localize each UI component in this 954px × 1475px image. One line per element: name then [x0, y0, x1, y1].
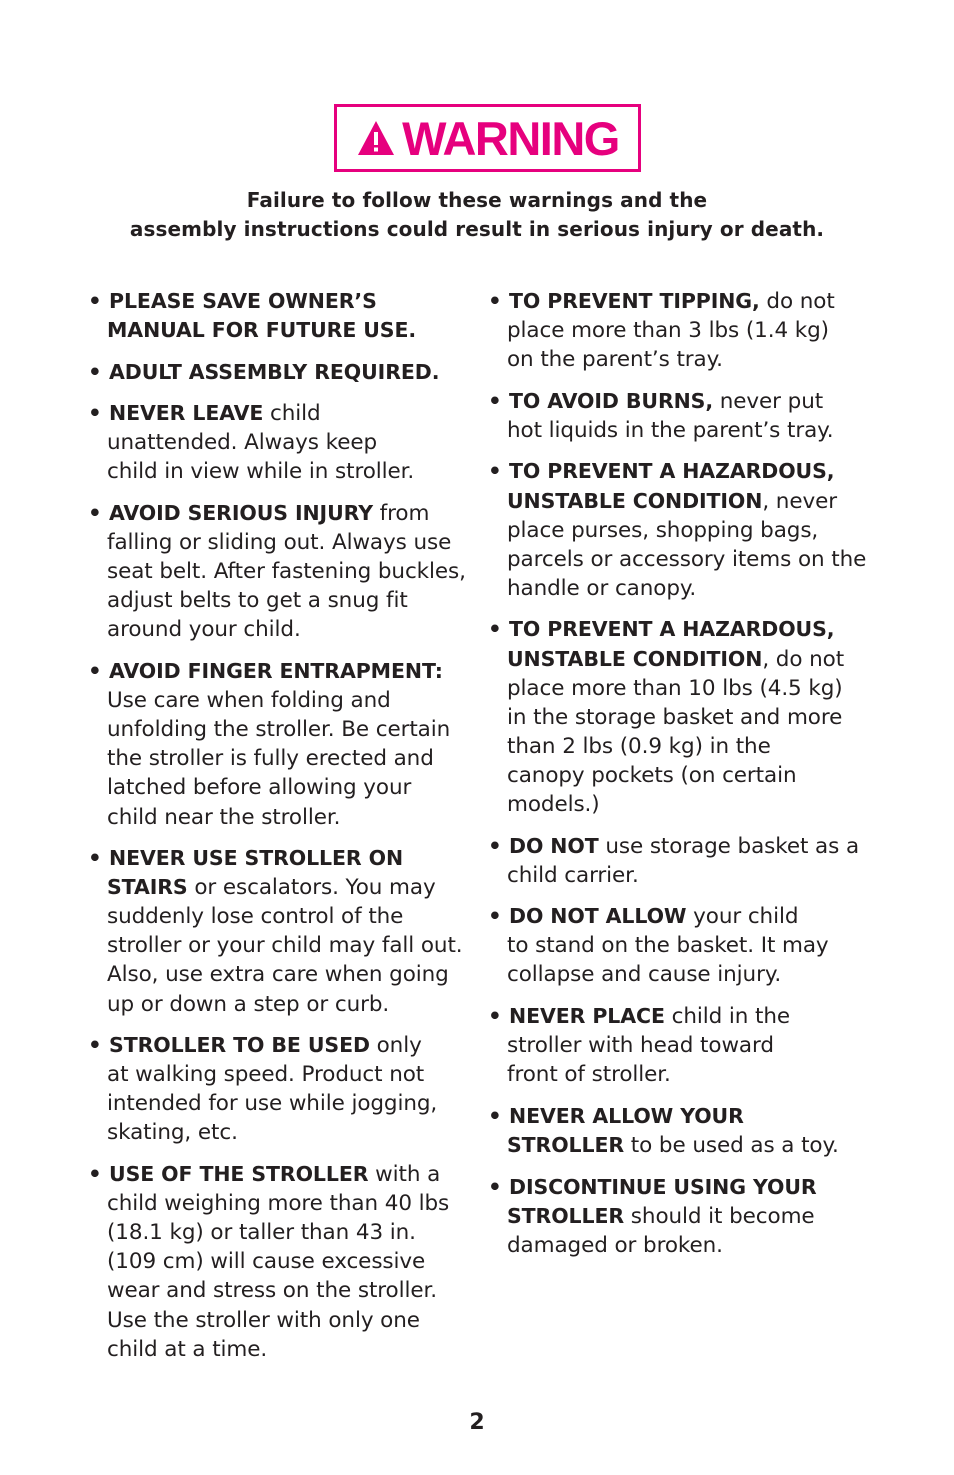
warning-text: place more than 3 lbs (1.4 kg) [507, 318, 829, 344]
bullet-icon: • [88, 659, 110, 685]
warning-line [488, 761, 888, 790]
warning-line [88, 316, 478, 345]
warning-line [88, 1306, 478, 1335]
warning-emphasis: NEVER LEAVE [109, 401, 264, 426]
warning-text: place more than 10 lbs (4.5 kg) [507, 675, 843, 701]
warning-line [88, 844, 478, 873]
warning-emphasis: DISCONTINUE USING YOUR [509, 1174, 817, 1199]
warning-item [488, 902, 888, 989]
subtitle-line: Failure to follow these warnings and the [246, 188, 708, 212]
warning-line [88, 287, 478, 316]
warning-line [88, 657, 478, 686]
warning-line [488, 316, 888, 345]
warning-text: , never [762, 488, 837, 514]
warning-line [88, 358, 478, 387]
warning-emphasis: STROLLER TO BE USED [109, 1033, 370, 1058]
warning-line [488, 674, 888, 703]
warning-emphasis: UNSTABLE CONDITION [507, 488, 763, 513]
warning-text: suddenly lose control of the [107, 904, 404, 930]
warning-text: to be used as a toy. [624, 1132, 839, 1158]
warning-text: on the parent’s tray. [507, 347, 723, 373]
warning-text: (18.1 kg) or taller than 43 in. [107, 1220, 416, 1246]
warning-line [488, 1202, 888, 1231]
warning-line [488, 1173, 888, 1202]
warning-line [488, 645, 888, 674]
warning-emphasis: MANUAL FOR FUTURE USE. [107, 318, 417, 343]
warning-text: child near the stroller. [107, 804, 341, 830]
warning-text: handle or canopy. [507, 575, 697, 601]
warning-line [88, 803, 478, 832]
warning-line [88, 1118, 478, 1147]
warning-line [488, 902, 888, 931]
warning-item [88, 844, 478, 1019]
warning-text: from [372, 501, 430, 527]
bullet-icon: • [488, 1004, 510, 1030]
warning-line [88, 528, 478, 557]
warning-line [488, 1131, 888, 1160]
bullet-icon: • [88, 359, 110, 385]
warning-line [88, 990, 478, 1019]
page-number: 2 [469, 1410, 485, 1435]
warning-line [488, 732, 888, 761]
subtitle-line: assembly instructions could result in serious injury or death. [129, 217, 825, 241]
warning-line [88, 586, 478, 615]
bullet-icon: • [88, 289, 110, 314]
warning-text: models.) [507, 792, 600, 817]
warning-emphasis: TO PREVENT A HAZARDOUS, [509, 617, 835, 642]
warning-item [488, 287, 888, 374]
warning-title: WARNING [402, 111, 619, 165]
warning-emphasis: DO NOT ALLOW [509, 904, 687, 929]
warning-line [488, 615, 888, 644]
warning-line [488, 832, 888, 861]
warning-line [88, 686, 478, 715]
warning-line [88, 1160, 478, 1189]
warning-emphasis: NEVER PLACE [509, 1004, 665, 1029]
warning-item [488, 1002, 888, 1089]
warning-line [488, 1002, 888, 1031]
warning-text: Also, use extra care when going [107, 962, 449, 988]
warning-text: parcels or accessory items on the [507, 546, 867, 572]
warning-text: unattended. Always keep [107, 430, 378, 456]
warning-line [488, 861, 888, 890]
warning-item [88, 657, 478, 832]
warning-text: your child [686, 904, 799, 930]
warning-line [88, 457, 478, 486]
warning-text: skating, etc. [107, 1120, 238, 1146]
warning-item [488, 832, 888, 890]
warning-line [88, 1189, 478, 1218]
warning-emphasis: NEVER ALLOW YOUR [509, 1103, 744, 1128]
warning-line [88, 615, 478, 644]
warning-text: do not [759, 289, 835, 314]
warning-emphasis: AVOID FINGER ENTRAPMENT: [109, 659, 443, 684]
warning-text: falling or sliding out. Always use [107, 530, 452, 556]
warning-line [88, 1276, 478, 1305]
warning-item [488, 615, 888, 819]
warning-text: around your child. [107, 617, 301, 643]
warning-text: never put [713, 388, 824, 414]
warning-item [488, 387, 888, 445]
warning-text: than 2 lbs (0.9 kg) in the [507, 733, 771, 759]
warning-emphasis: TO AVOID BURNS, [509, 388, 714, 413]
warning-text: adjust belts to get a snug fit [107, 588, 408, 614]
warning-text: or escalators. You may [187, 875, 436, 901]
warning-item [88, 1160, 478, 1364]
warning-text: place purses, shopping bags, [507, 517, 819, 543]
warning-text: at walking speed. Product not [107, 1062, 425, 1088]
warning-text: child in the [664, 1004, 791, 1030]
warning-text: , do not [762, 646, 845, 672]
warning-text: latched before allowing your [107, 775, 412, 801]
warning-line [488, 345, 888, 374]
warning-text: intended for use while jogging, [107, 1091, 438, 1117]
bullet-icon: • [488, 388, 510, 414]
bullet-icon: • [88, 501, 110, 527]
warning-item [88, 358, 478, 387]
warning-item [88, 399, 478, 486]
warning-emphasis: TO PREVENT A HAZARDOUS, [509, 459, 835, 484]
warning-text: child in view while in stroller. [107, 459, 415, 485]
warning-text: only [369, 1033, 422, 1059]
warning-line [488, 457, 888, 486]
warning-text: Use care when folding and [107, 688, 391, 714]
warning-item [488, 1173, 888, 1260]
warning-text: the stroller is fully erected and [107, 746, 434, 772]
warning-line [488, 287, 888, 316]
warning-line [488, 545, 888, 574]
warning-line [488, 703, 888, 732]
warning-line [488, 790, 888, 819]
bullet-icon: • [88, 1033, 110, 1059]
warning-line [88, 499, 478, 528]
warning-item [88, 287, 478, 345]
warning-emphasis: ADULT ASSEMBLY REQUIRED. [109, 359, 440, 384]
bullet-icon: • [488, 617, 510, 643]
warning-text: seat belt. After fastening buckles, [107, 559, 466, 585]
warning-banner [334, 104, 641, 172]
warning-line [88, 960, 478, 989]
warning-emphasis: STROLLER [507, 1203, 625, 1228]
warning-emphasis: DO NOT [509, 833, 599, 858]
warning-line [88, 873, 478, 902]
warning-emphasis: NEVER USE STROLLER ON [109, 846, 404, 871]
warning-line [88, 1335, 478, 1364]
warning-emphasis: STAIRS [107, 875, 188, 900]
warning-item [88, 1031, 478, 1147]
warning-text: stroller or your child may fall out. [107, 933, 463, 959]
bullet-icon: • [488, 904, 510, 930]
warning-line [88, 1031, 478, 1060]
warning-line [88, 1247, 478, 1276]
warning-item [488, 1102, 888, 1160]
bullet-icon: • [488, 1103, 510, 1129]
warning-line [88, 1060, 478, 1089]
warning-line [88, 1089, 478, 1118]
warning-text: Use the stroller with only one [107, 1307, 420, 1333]
warning-item [88, 499, 478, 644]
warning-subtitle [0, 186, 954, 244]
warning-line [88, 1218, 478, 1247]
warning-text: unfolding the stroller. Be certain [107, 717, 451, 743]
warning-line [488, 487, 888, 516]
warning-line [88, 931, 478, 960]
warning-text: use storage basket as a [598, 833, 860, 859]
warning-line [488, 1231, 888, 1260]
warning-line [88, 744, 478, 773]
warning-text: in the storage basket and more [507, 704, 843, 730]
bullet-icon: • [488, 459, 510, 485]
bullet-icon: • [88, 1162, 110, 1188]
bullet-icon: • [88, 401, 110, 427]
warning-text: (109 cm) will cause excessive [107, 1249, 426, 1275]
warning-text: damaged or broken. [507, 1232, 723, 1258]
warning-item [488, 457, 888, 602]
warning-line [488, 1031, 888, 1060]
bullet-icon: • [488, 289, 510, 314]
warnings-right-column [488, 287, 888, 1272]
warning-emphasis: AVOID SERIOUS INJURY [109, 501, 373, 526]
bullet-icon: • [88, 846, 110, 872]
warning-emphasis: STROLLER [507, 1132, 625, 1157]
warning-line [488, 387, 888, 416]
warning-emphasis: USE OF THE STROLLER [109, 1162, 369, 1187]
warning-text: canopy pockets (on certain [507, 762, 797, 788]
warning-line [488, 516, 888, 545]
warnings-left-column [88, 287, 478, 1376]
warning-emphasis: UNSTABLE CONDITION [507, 646, 763, 671]
warning-triangle-icon [356, 118, 396, 158]
warning-line [488, 1102, 888, 1131]
warning-text: collapse and cause injury. [507, 962, 782, 988]
warning-line [488, 416, 888, 445]
warning-text: hot liquids in the parent’s tray. [507, 417, 834, 443]
warning-line [88, 399, 478, 428]
warning-line [88, 902, 478, 931]
bullet-icon: • [488, 1174, 510, 1200]
warning-text: child [263, 401, 321, 427]
warning-line [88, 715, 478, 744]
warning-emphasis: TO PREVENT TIPPING, [509, 289, 760, 313]
warning-text: to stand on the basket. It may [507, 933, 829, 959]
warning-text: up or down a step or curb. [107, 991, 390, 1017]
warning-line [488, 931, 888, 960]
warning-text: child weighing more than 40 lbs [107, 1191, 450, 1217]
warning-emphasis: PLEASE SAVE OWNER’S [109, 289, 377, 313]
warning-text: should it become [624, 1203, 815, 1229]
bullet-icon: • [488, 833, 510, 859]
warning-text: stroller with head toward [507, 1033, 774, 1059]
warning-line [88, 428, 478, 457]
warning-line [88, 557, 478, 586]
warning-text: child carrier. [507, 862, 639, 888]
warning-text: front of stroller. [507, 1062, 671, 1088]
warning-line [488, 960, 888, 989]
warning-line [488, 574, 888, 603]
warning-line [488, 1060, 888, 1089]
warning-line [88, 773, 478, 802]
warning-text: with a [368, 1162, 441, 1188]
warning-text: wear and stress on the stroller. [107, 1278, 437, 1304]
warning-text: child at a time. [107, 1336, 268, 1362]
